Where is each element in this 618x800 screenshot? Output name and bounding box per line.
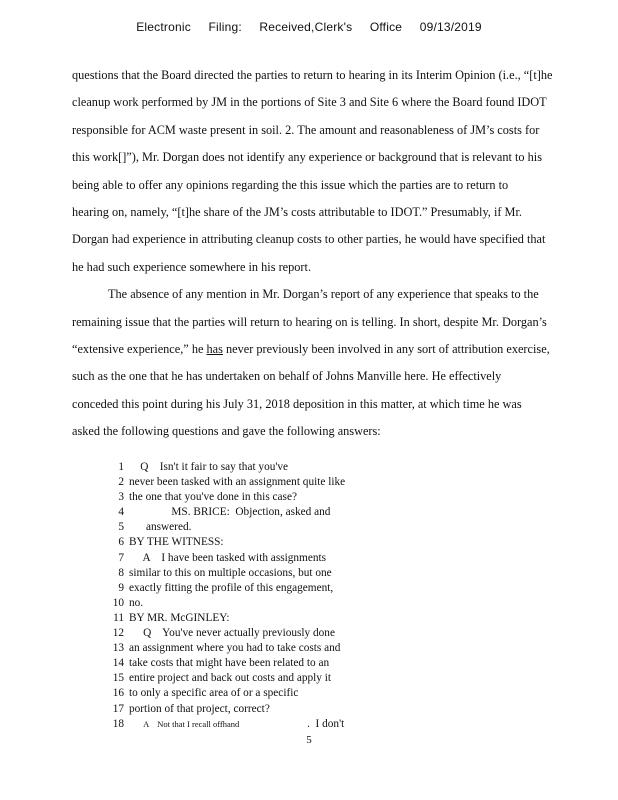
line-number: 3 [118,491,124,504]
paragraph-line: The absence of any mention in Mr. Dorgan’s report of any experience that speaks to the [108,287,539,302]
line-number: 1 [118,461,124,473]
deposition-line [100,581,345,596]
header-filing: Filing: [208,20,242,34]
deposition-line [100,520,345,535]
deposition-line [100,702,345,717]
deposition-line [100,717,345,732]
line-text: an assignment where you had to take costs and [129,642,341,655]
deposition-line [100,596,345,611]
line-number: 6 [118,536,124,549]
deposition-line [100,535,345,550]
deposition-line [100,505,345,520]
deposition-line [100,626,345,641]
paragraph-line: Dorgan had experience in attributing cleanup costs to other parties, he would have specified that [72,232,546,247]
paragraph-line: remaining issue that the parties will return to hearing on is telling. In short, despite Mr. Dorgan’s [72,314,547,329]
deposition-line [100,656,345,671]
filing-header [0,20,618,34]
paragraph-line [72,340,572,367]
text-run: never previously been involved in any sort of attribution exercise, [222,341,550,356]
line-text: to only a specific area of or a specific [129,687,299,700]
paragraph-line: hearing on, namely, “[t]he share of the JM’s costs attributable to IDOT.” Presumably, if Mr. [72,204,522,219]
line-number: 12 [112,627,124,640]
line-text: no. [129,596,144,609]
line-number: 8 [118,566,124,579]
paragraph-line: questions that the Board directed the parties to return to hearing in its Interim Opinion (i.e., “[t]he [72,68,553,82]
line-text: MS. BRICE: Objection, asked and [129,506,331,519]
paragraph-1 [72,66,572,285]
line-number: 10 [112,596,124,609]
paragraph-line: cleanup work performed by JM in the portions of Site 3 and Site 6 where the Board found IDOT [72,95,547,110]
paragraph-line: he had such experience somewhere in his report. [72,259,312,274]
answer-tail-text: . I don't [307,717,345,730]
line-text: Q Isn't it fair to say that you've [129,461,289,473]
deposition-line [100,551,345,566]
line-text: take costs that might have been related to an [129,657,330,670]
line-number: 15 [112,672,124,685]
paragraph-line: such as the one that he has undertaken on behalf of Johns Manville here. He effectively [72,369,502,384]
line-number: 9 [118,581,124,594]
paragraph-line: being able to offer any opinions regarding the this issue which the parties are to return to [72,177,509,192]
header-received-clerks: Received,Clerk's [259,20,353,34]
line-number: 2 [118,476,124,489]
line-text [129,717,344,732]
line-number: 11 [113,611,124,624]
line-number: 5 [118,521,124,534]
page-number: 5 [306,734,312,746]
deposition-line [100,641,345,656]
paragraph-line: responsible for ACM waste present in soil. 2. The amount and reasonableness of JM’s costs for [72,122,540,137]
deposition-line [100,475,345,490]
line-text: portion of that project, correct? [129,702,270,715]
paragraph-2 [72,285,572,449]
line-text: exactly fitting the profile of this engagement, [129,581,334,594]
line-number: 4 [118,506,124,519]
small-answer-text: A Not that I recall offhand [143,718,240,729]
line-text: entire project and back out costs and apply it [129,672,332,685]
line-text: answered. [129,521,192,534]
line-text: BY MR. McGINLEY: [129,611,230,624]
line-text: BY THE WITNESS: [129,536,224,549]
paragraph-line: asked the following questions and gave the following answers: [72,424,381,439]
paragraph-line: this work[]”), Mr. Dorgan does not identify any experience or background that is relevant to his [72,150,543,165]
line-text: never been tasked with an assignment quite like [129,476,346,489]
line-number: 14 [112,657,124,670]
header-date: 09/13/2019 [419,20,482,34]
deposition-excerpt [100,460,345,732]
deposition-line [100,686,345,701]
line-text: A I have been tasked with assignments [129,551,327,564]
deposition-line [100,566,345,581]
text-run: “extensive experience,” he [72,341,207,356]
line-number: 18 [112,717,124,730]
line-number: 13 [112,642,124,655]
deposition-line [100,611,345,626]
header-electronic: Electronic [136,20,191,34]
underlined-word: has [206,341,223,356]
line-text: similar to this on multiple occasions, but one [129,566,332,579]
deposition-line [100,490,345,505]
paragraph-line: conceded this point during his July 31, 2018 deposition in this matter, at which time he was [72,396,522,411]
deposition-line [100,671,345,686]
line-number: 16 [112,687,124,700]
line-number: 7 [118,551,124,564]
line-text: Q You've never actually previously done [129,627,335,640]
header-office: Office [369,20,403,34]
document-body [72,66,572,449]
line-number: 17 [112,702,124,715]
line-text: the one that you've done in this case? [129,491,297,504]
deposition-line [100,460,345,475]
deposition-lines [100,460,345,717]
